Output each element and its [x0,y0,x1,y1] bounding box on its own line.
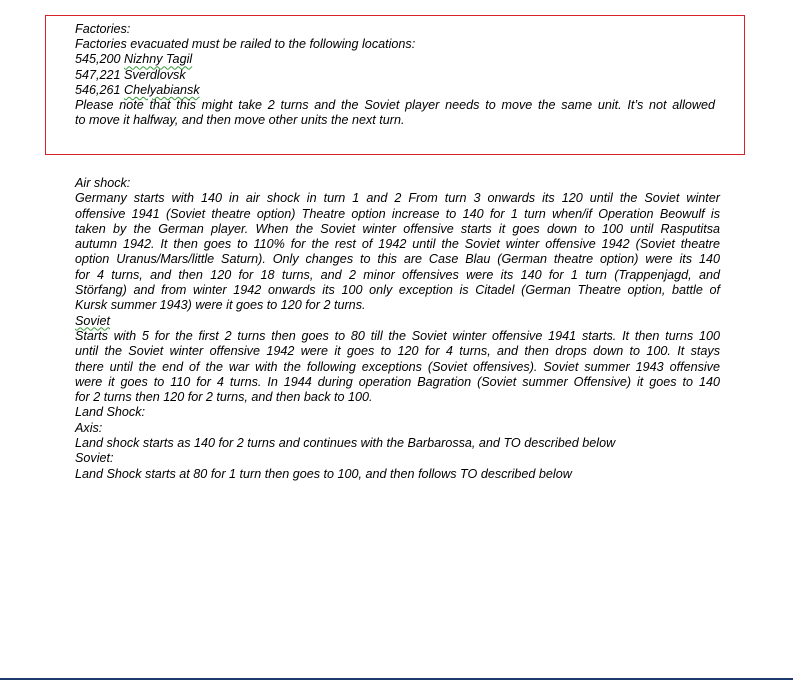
soviet-land-shock-text: Land Shock starts at 80 for 1 turn then goes to 100, and then follows TO described below [75,466,572,481]
location-line [75,83,715,98]
soviet-air-line: for 2 turns then 120 for 2 turns, and then back to 100. [75,390,373,405]
location-line [75,68,715,83]
soviet-land-title: Soviet: [75,451,114,466]
location-line [75,52,715,67]
air-shock-line: taken by the German player. When the Soviet winter offensive starts it goes down to 100 until Rasputitsa [75,221,720,236]
location-city: Sverdlovsk [124,67,186,82]
air-shock-line: Kursk summer 1943) were it goes to 120 for 2 turns. [75,298,366,313]
location-city: Nizhny Tagil [124,52,193,67]
soviet-air-line: until the Soviet winter offensive 1942 were it goes to 120 for 4 turns, and then drops down to 100. It stays [75,344,720,359]
air-shock-line: offensive 1941 (Soviet theatre option) Theatre option increase to 140 for 1 turn when/if Operation Beowulf is [75,206,720,221]
air-shock-line: option Uranus/Mars/little Saturn). Only changes to this are Case Blau (German theatre option) were its 140 [75,252,720,267]
air-shock-line: Störfang) and from winter 1942 onwards its 100 only exception is Citadel (German Theatre option, battle of [75,283,720,298]
location-coords: 547,221 [75,67,121,82]
air-shock-line: Germany starts with 140 in air shock in turn 1 and 2 From turn 3 onwards its 120 until the Soviet winter [75,191,720,206]
page-bottom-border [0,678,793,680]
air-shock-line: autumn 1942. It then goes to 110% for the rest of 1942 until the Soviet winter offensive 1942 (Soviet theatre [75,237,720,252]
factories-title: Factories: [75,22,131,36]
soviet-air-line: were it goes to 110 for 4 turns. In 1944 during operation Bagration (Soviet summer Offensive) it goes to 140 [75,374,720,389]
location-city: Chelyabiansk [124,82,200,97]
factories-note-line: Please note that this might take 2 turns and the Soviet player needs to move the same unit. It’s not allowed [75,98,715,113]
location-coords: 546,261 [75,82,121,97]
soviet-air-line: there until the end of the war with the following exceptions (Soviet offensives). Soviet summer 1943 offensive [75,359,720,374]
soviet-air-line: Starts with 5 for the first 2 turns then goes to 80 till the Soviet winter offensive 1941 starts. It then turns 100 [75,328,720,343]
air-shock-line: for 4 turns, and then 120 for 18 turns, and 2 minor offensives were its 140 for 1 turn (Trappenjagd, and [75,267,720,282]
air-shock-title: Air shock: [75,176,131,190]
factories-content [75,22,715,128]
land-shock-title: Land Shock: [75,405,146,420]
soviet-air-title: Soviet [75,313,111,328]
factories-intro: Factories evacuated must be railed to the following locations: [75,37,416,52]
axis-title: Axis: [75,420,103,435]
factories-note-line: to move it halfway, and then move other units the next turn. [75,113,405,128]
location-coords: 545,200 [75,52,121,67]
factories-text-box [45,15,745,155]
axis-land-shock-text: Land shock starts as 140 for 2 turns and continues with the Barbarossa, and TO described below [75,436,616,451]
shock-rules-text [75,176,720,482]
